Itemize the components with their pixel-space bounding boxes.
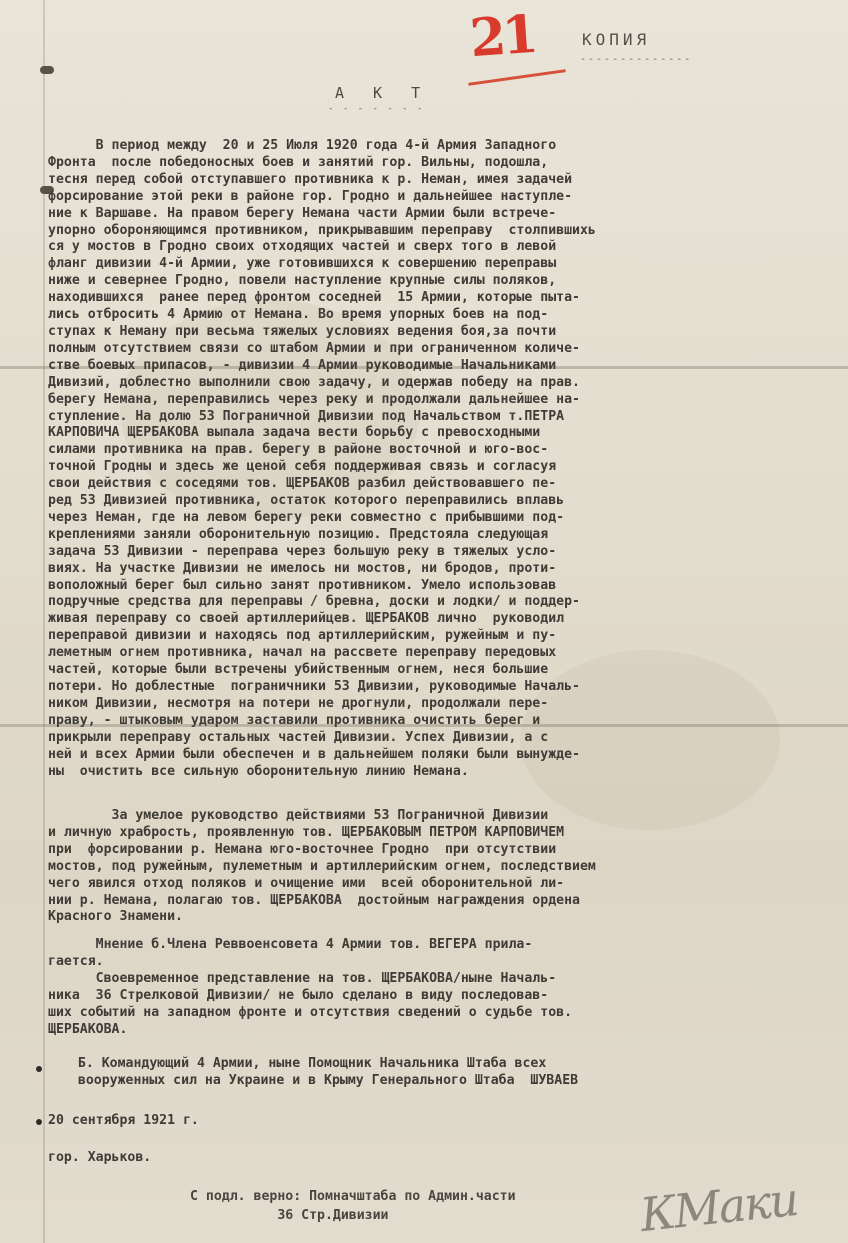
document-city: гор. Харьков. xyxy=(48,1150,152,1165)
paragraph-award-recommendation: За умелое руководство действиями 53 Пограничной Дивизии и личную храбрость, проявленную тов. ЩЕРБАКОВЫМ ПЕТРОМ КАРПОВИЧЕМ при форсировании р. Немана юго-восточнее Гродно при отсутствии мостов, под ружейным, пулеметным и артиллерийским огнем, последствием чего явился отход поляков и очищение ими всей оборонительной ли- нии р. Немана, полагаю тов. ЩЕРБАКОВА достойным награждения ордена Красного Знамени. xyxy=(48,808,596,925)
page-number-underline xyxy=(468,69,565,86)
margin-dot xyxy=(36,1066,42,1072)
handwritten-signature: КМаки xyxy=(637,1171,800,1243)
margin-dot xyxy=(36,1119,42,1125)
page-number: 21 xyxy=(467,3,537,70)
document-title: А К Т xyxy=(335,84,431,102)
paragraph-delay-note: Своевременное представление на тов. ЩЕРБАКОВА/ныне Началь- ника 36 Стрелковой Дивизии/ не было сделано в виду последовав- ших событий на западном фронте и отсутствия сведений о судьбе тов. ЩЕРБАКОВА. xyxy=(48,971,573,1037)
copy-mark: КОПИЯ xyxy=(582,30,651,49)
paragraph-council-opinion: Мнение б.Члена Реввоенсовета 4 Армии тов. ВЕГЕРА прила- гается. xyxy=(48,937,533,969)
paragraph-signatory: Б. Командующий 4 Армии, ныне Помощник Начальника Штаба всех вооруженных сил на Украине и в Крыму Генерального Штаба ШУВАЕВ xyxy=(77,1056,579,1088)
copy-mark-underline: -------------- xyxy=(580,54,693,65)
certification-stamp: С подл. верно: Помначштаба по Админ.части 36 Стр.Дивизии xyxy=(190,1189,516,1223)
title-underline: - - - - - - - xyxy=(328,104,425,114)
document-date: 20 сентября 1921 г. xyxy=(48,1113,199,1128)
paragraph-battle-account: В период между 20 и 25 Июля 1920 года 4-й Армия Западного Фронта после победоносных боев и занятий гор. Вильны, подошла, тесня перед собой отступавшего противника к р. Неман, имея задачей форсирование этой реки в районе гор. Гродно и дальнейшее наступле- ние к Варшаве. На правом берегу Немана части Армии были встрече- упорно обороняющимся противником, прикрывавшим переправу столпившихь ся у мостов в Гродно своих отходящих частей и сверх того в левой фланг дивизии 4-й Армии, уже готовившихся к совершению переправы ниже и севернее Гродно, повели наступление крупные силы поляков, находившихся ранее перед фронтом соседней 15 Армии, которые пыта- лись отбросить 4 Армию от Немана. Во время упорных боев на под- ступах к Неману при весьма тяжелых условиях ведения боя,за почти полным отсутствием связи со штабом Армии и при ограниченном количе- стве боевых припасов, - дивизии 4 Армии руководимые Начальниками Дивизий, доблестно выполнили свою задачу, и одержав победу на прав. берегу Немана, переправились через реку и продолжали дальнейшее на- ступление. На долю 53 Пограничной Дивизии под Начальством т.ПЕТРА КАРПОВИЧА ЩЕРБАКОВА выпала задача вести борьбу с превосходными силами противника на прав. берегу в районе восточной и юго-вос- точной Гродны и здесь же ценой себя поддерживая связь и согласуя свои действия с соседями тов. ЩЕРБАКОВ разбил действовавшего пе- ред 53 Дивизией противника, остаток которого переправились вплавь через Неман, где на левом берегу реки совместно с прибывшими под- креплениями заняли оборонительную позицию. Предстояла следующая задача 53 Дивизии - переправа через большую реку в тяжелых усло- виях. На участке Дивизии не имелось ни мостов, ни бродов, проти- воположный берег был сильно занят противником. Умело использовав подручные средства для переправы / бревна, доски и лодки/ и поддер- живая переправу со своей артиллерийцев. ЩЕРБАКОВ лично руководил переправой дивизии и находясь под артиллерийским, ружейным и пу- леметным огнем противника, начал на рассвете переправу передовых частей, которые были встречены убийственным огнем, неся большие потери. Но доблестные пограничники 53 Дивизии, руководимые Началь- ником Дивизии, несмотря на потери не дрогнули, продолжали пере- праву, - штыковым ударом заставили противника очистить берег и прикрыли переправу остальных частей Дивизии. Успех Дивизии, а с ней и всех Армии были обеспечен и в дальнейшем поляки были вынужде- ны очистить все сильную оборонительную линию Немана. xyxy=(48,138,596,779)
binding-hole xyxy=(40,66,54,74)
